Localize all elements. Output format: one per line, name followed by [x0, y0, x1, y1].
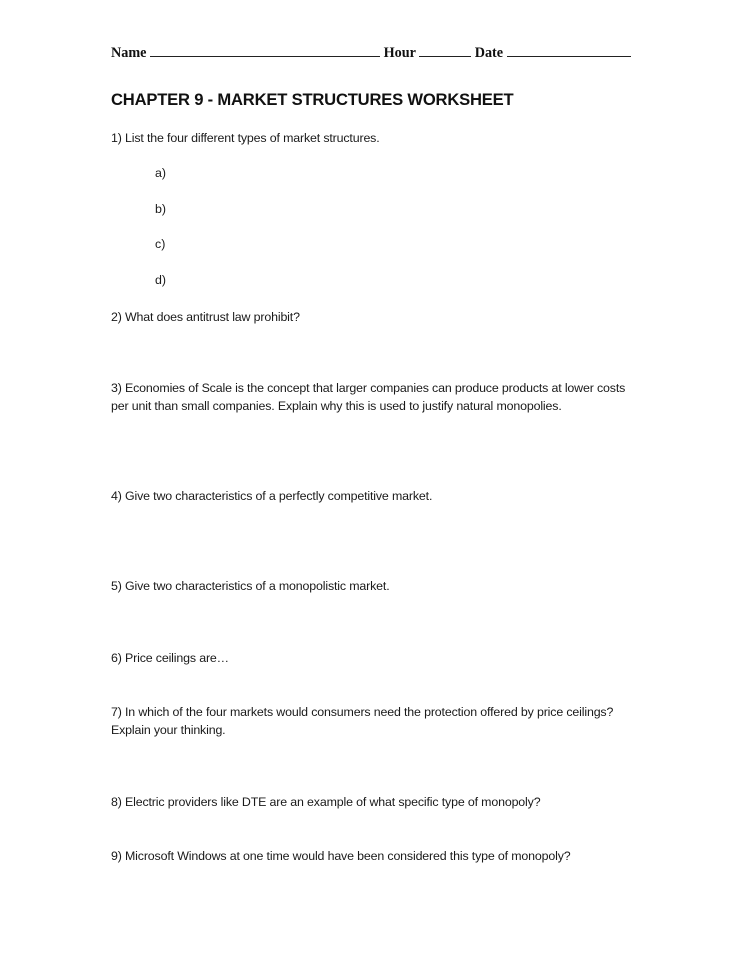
question-9: 9) Microsoft Windows at one time would have been considered this type of monopoly?	[111, 849, 571, 863]
answer-item-d: d)	[155, 273, 167, 287]
student-info-header	[111, 44, 631, 62]
question-1: 1) List the four different types of market structures.	[111, 131, 380, 145]
question-3: 3) Economies of Scale is the concept that larger companies can produce products at lower costs per unit than small companies. Explain why this is used to justify natural monopolies.	[111, 381, 626, 413]
name-label: Name	[111, 45, 147, 61]
answer-item-c: c)	[155, 237, 166, 251]
question-4: 4) Give two characteristics of a perfectly competitive market.	[111, 489, 433, 503]
question-5: 5) Give two characteristics of a monopolistic market.	[111, 579, 390, 593]
date-blank[interactable]	[507, 44, 631, 57]
answer-item-b: b)	[155, 202, 167, 216]
answer-item-a: a)	[155, 166, 167, 180]
question-2: 2) What does antitrust law prohibit?	[111, 310, 300, 324]
hour-label: Hour	[383, 45, 416, 61]
hour-blank[interactable]	[419, 44, 471, 57]
question-8: 8) Electric providers like DTE are an example of what specific type of monopoly?	[111, 795, 541, 809]
name-blank[interactable]	[150, 44, 380, 57]
question-7: 7) In which of the four markets would consumers need the protection offered by price ceilings? Explain your thinking.	[111, 705, 614, 737]
date-label: Date	[474, 45, 504, 61]
worksheet-title: CHAPTER 9 - MARKET STRUCTURES WORKSHEET	[111, 90, 514, 109]
question-6: 6) Price ceilings are…	[111, 651, 229, 665]
